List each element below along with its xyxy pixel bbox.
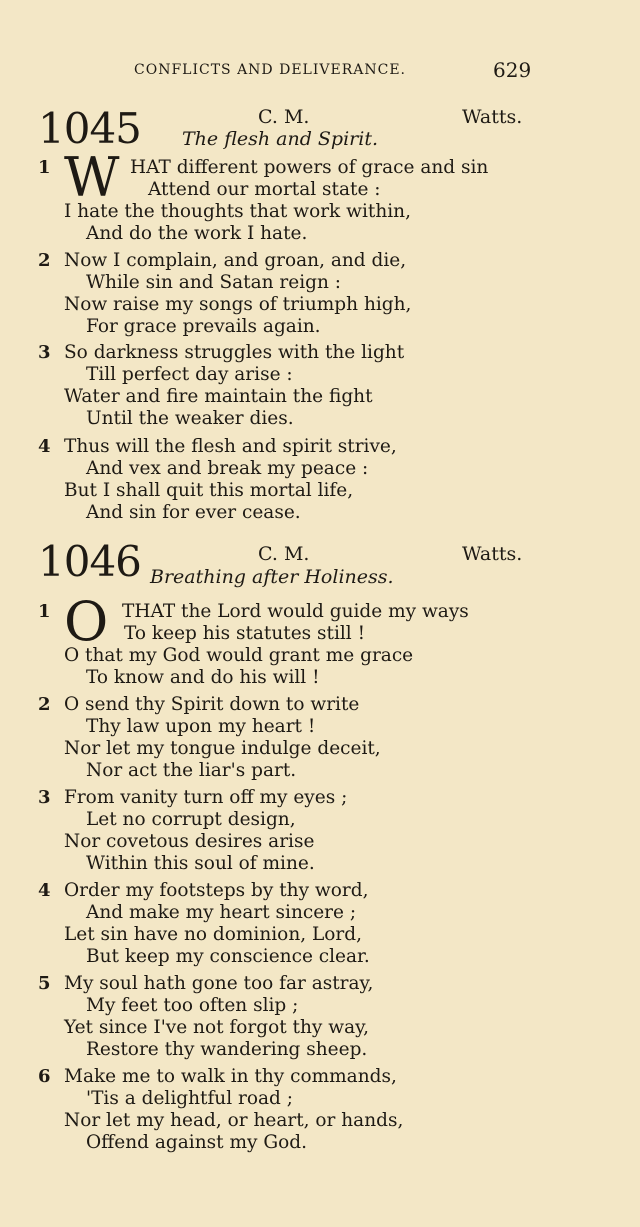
hymn-number: 1046 [38,537,141,586]
verse-line: Attend our mortal state : [148,179,381,200]
verse-line: 'Tis a delightful road ; [86,1088,293,1109]
verse-line: Offend against my God. [86,1132,307,1153]
verse-line: But keep my conscience clear. [86,946,370,967]
verse-line: Now raise my songs of triumph high, [64,294,412,315]
verse-line: Let no corrupt design, [86,809,296,830]
verse-line: Nor let my tongue indulge deceit, [64,738,381,759]
verse-number: 5 [38,973,51,994]
hymn-meter: C. M. [258,543,310,565]
verse-number: 1 [38,157,51,178]
verse-2 [38,250,598,338]
verse-line: Within this soul of mine. [86,853,315,874]
verse-line: Order my footsteps by thy word, [64,880,369,901]
verse-line: HAT different powers of grace and sin [130,157,489,178]
drop-cap: W [64,146,120,209]
verse-6 [38,1066,598,1154]
verse-1 [38,146,598,245]
verse-line: Thus will the flesh and spirit strive, [64,436,397,457]
verse-line: And vex and break my peace : [86,458,369,479]
verse-line: To know and do his will ! [86,667,320,688]
verse-line: While sin and Satan reign : [86,272,342,293]
verse-line: Nor act the liar's part. [86,760,297,781]
verse-number: 4 [38,880,51,901]
verse-4 [38,436,598,524]
verse-line: For grace prevails again. [86,316,321,337]
verse-line: And sin for ever cease. [86,502,301,523]
verse-line: Until the weaker dies. [86,408,294,429]
verse-3 [38,342,598,430]
verse-line: My feet too often slip ; [86,995,299,1016]
verse-1 [38,590,598,689]
page-number: 629 [493,58,532,82]
verse-line: From vanity turn off my eyes ; [64,787,348,808]
verse-number: 6 [38,1066,51,1087]
verse-line: To keep his statutes still ! [124,623,366,644]
verse-number: 3 [38,787,51,808]
verse-line: Nor covetous desires arise [64,831,315,852]
running-header: CONFLICTS AND DELIVERANCE. [134,62,406,78]
verse-line: Nor let my head, or heart, or hands, [64,1110,404,1131]
verse-line: Make me to walk in thy commands, [64,1066,397,1087]
verse-line: Yet since I've not forgot thy way, [64,1017,369,1038]
verse-line: Restore thy wandering sheep. [86,1039,368,1060]
verse-number: 1 [38,601,51,622]
verse-line: My soul hath gone too far astray, [64,973,374,994]
verse-line: Thy law upon my heart ! [86,716,316,737]
verse-line: I hate the thoughts that work within, [64,201,411,222]
verse-5 [38,973,598,1061]
verse-line: O send thy Spirit down to write [64,694,360,715]
verse-line: Now I complain, and groan, and die, [64,250,407,271]
verse-3 [38,787,598,875]
verse-number: 2 [38,694,51,715]
verse-line: And do the work I hate. [86,223,308,244]
hymn-subtitle: The flesh and Spirit. [182,128,378,150]
verse-number: 4 [38,436,51,457]
verse-line: Let sin have no dominion, Lord, [64,924,362,945]
hymn-subtitle: Breathing after Holiness. [150,566,394,588]
verse-line: O that my God would grant me grace [64,645,414,666]
verse-line: THAT the Lord would guide my ways [122,601,469,622]
verse-number: 3 [38,342,51,363]
hymn-author: Watts. [462,106,523,128]
verse-2 [38,694,598,782]
hymn-meter: C. M. [258,106,310,128]
hymn-number: 1045 [38,104,141,153]
verse-number: 2 [38,250,51,271]
drop-cap: O [64,590,109,653]
verse-line: But I shall quit this mortal life, [64,480,354,501]
verse-line: Water and fire maintain the fight [64,386,373,407]
verse-line: Till perfect day arise : [86,364,293,385]
verse-line: So darkness struggles with the light [64,342,405,363]
verse-line: And make my heart sincere ; [86,902,357,923]
hymn-author: Watts. [462,543,523,565]
verse-4 [38,880,598,968]
